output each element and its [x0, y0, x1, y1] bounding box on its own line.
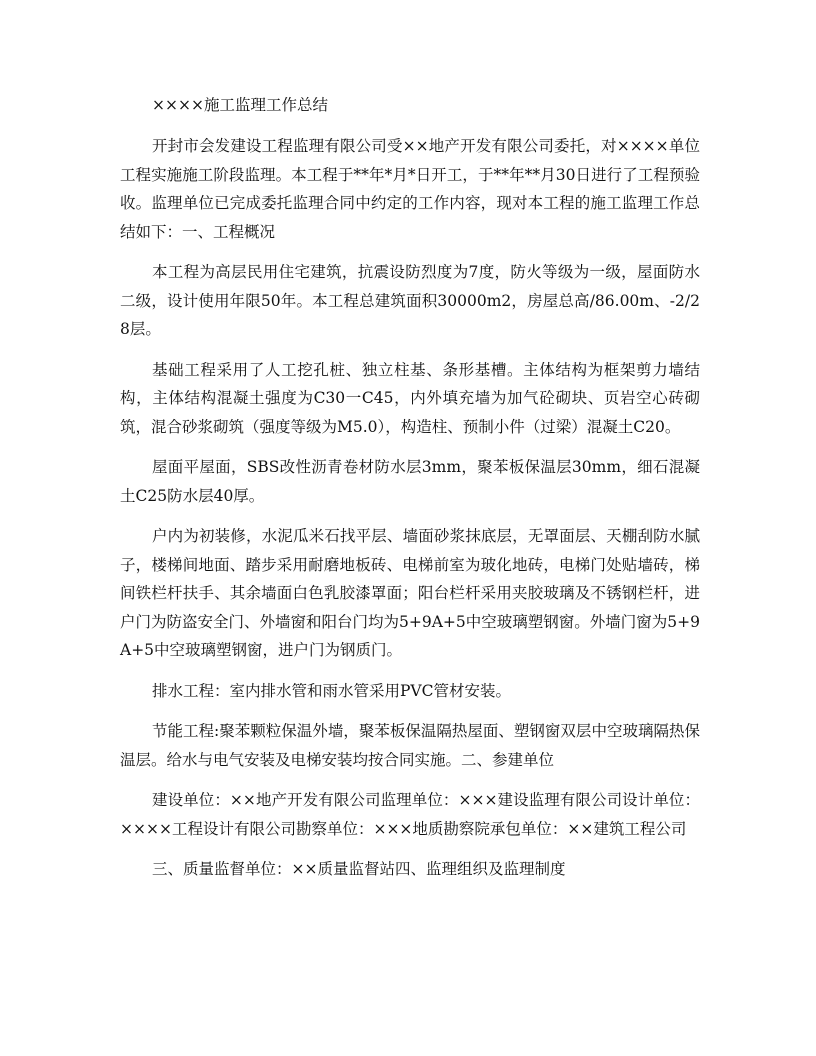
paragraph-quality-supervision: 三、质量监督单位：××质量监督站四、监理组织及监理制度	[152, 860, 566, 878]
paragraph-interior-finish: 户内为初装修，水泥瓜米石找平层、墙面砂浆抹底层，无罩面层、天棚刮防水腻子，楼梯间地面、踏步采用耐磨地板砖、电梯前室为玻化地砖，电梯门处贴墙砖，梯间铁栏杆扶手、其余墙面白色乳胶漆罩面；阳台栏杆采用夹胶玻璃及不锈钢栏杆，进户门为防盗安全门、外墙窗和阳台门均为5+9A+5中空玻璃塑钢窗。外墙门窗为5+9A+5中空玻璃塑钢窗，进户门为钢质门。	[120, 527, 700, 659]
paragraph-participating-units: 建设单位：××地产开发有限公司监理单位：×××建设监理有限公司设计单位：××××工程设计有限公司勘察单位：×××地质勘察院承包单位：××建筑工程公司	[120, 791, 700, 838]
document-body	[120, 92, 700, 896]
paragraph-intro: 开封市会发建设工程监理有限公司受××地产开发有限公司委托，对××××单位工程实施施工阶段监理。本工程于**年*月*日开工，于**年**月30日进行了工程预验收。监理单位已完成委托监理合同中约定的工作内容，现对本工程的施工监理工作总结如下：一、工程概况	[120, 137, 700, 241]
paragraph-drainage: 排水工程：室内排水管和雨水管采用PVC管材安装。	[152, 681, 511, 700]
paragraph-energy-saving: 节能工程:聚苯颗粒保温外墙，聚苯板保温隔热屋面、塑钢窗双层中空玻璃隔热保温层。给水与电气安装及电梯安装均按合同实施。二、参建单位	[120, 722, 700, 769]
paragraph-foundation-structure: 基础工程采用了人工挖孔桩、独立柱基、条形基槽。主体结构为框架剪力墙结构，主体结构混凝土强度为C30一C45，内外填充墙为加气砼砌块、页岩空心砖砌筑，混合砂浆砌筑（强度等级为M5.0），构造柱、预制小件（过梁）混凝土C20。	[120, 360, 700, 436]
document-title: ××××施工监理工作总结	[152, 96, 328, 114]
paragraph-project-overview: 本工程为高层民用住宅建筑，抗震设防烈度为7度，防火等级为一级，屋面防水二级，设计使用年限50年。本工程总建筑面积30000m2，房屋总高/86.00m、-2/28层。	[120, 263, 700, 338]
paragraph-roof: 屋面平屋面，SBS改性沥青卷材防水层3mm，聚苯板保温层30mm，细石混凝土C25防水层40厚。	[120, 458, 700, 505]
